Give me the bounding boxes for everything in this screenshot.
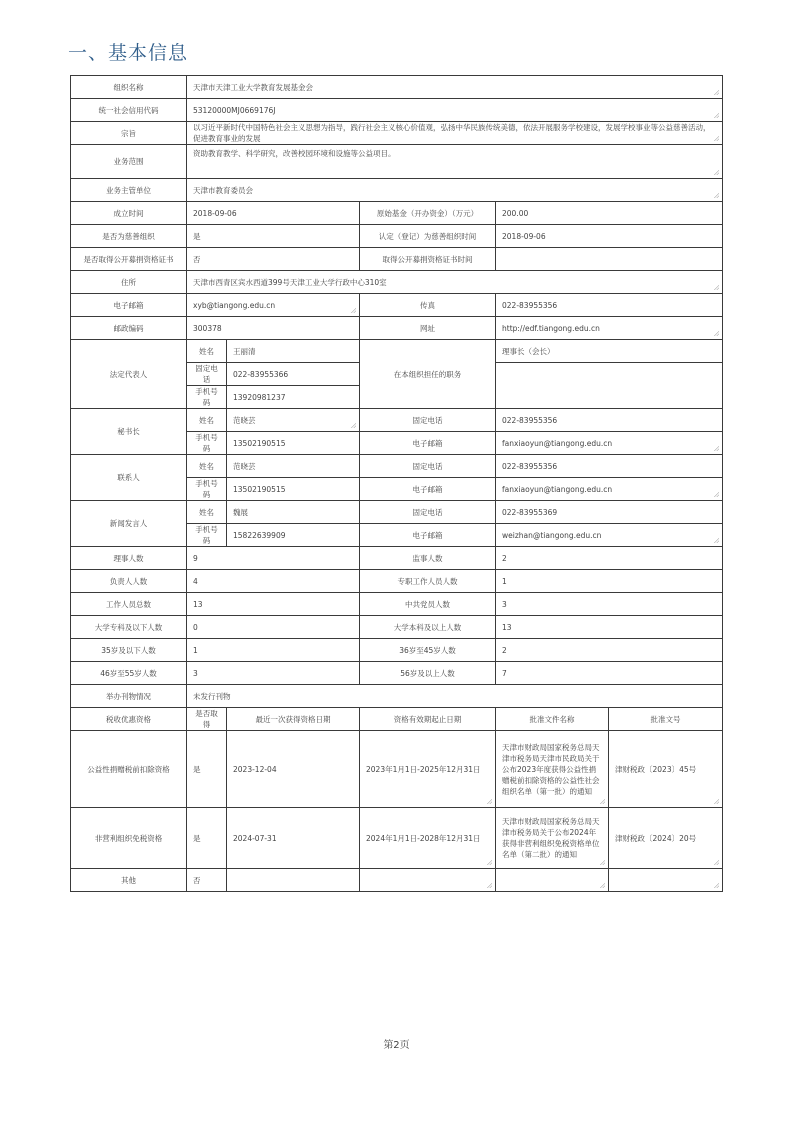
- org-name-field[interactable]: 天津市天津工业大学教育发展基金会: [187, 76, 723, 99]
- contact-name-label: 姓名: [187, 501, 227, 524]
- contact-email-label: 电子邮箱: [360, 524, 496, 547]
- scope-field[interactable]: 资助教育教学、科学研究，改善校园环境和设施等公益项目。: [187, 145, 723, 179]
- is-charity-field[interactable]: 是: [187, 225, 360, 248]
- contact-role-label: 新闻发言人: [71, 501, 187, 547]
- tax-date[interactable]: [227, 869, 360, 892]
- tax-header-doc: 批准文件名称: [496, 708, 609, 731]
- supervisor-label: 业务主管单位: [71, 179, 187, 202]
- row-org-name: [71, 76, 723, 99]
- row-supervisor: [71, 179, 723, 202]
- website-field[interactable]: http://edf.tiangong.edu.cn: [496, 317, 723, 340]
- email-label: 电子邮箱: [71, 294, 187, 317]
- count-field[interactable]: 2: [496, 639, 723, 662]
- contact-phone-label: 固定电话: [360, 501, 496, 524]
- count-label: 大学专科及以下人数: [71, 616, 187, 639]
- count-label: 理事人数: [71, 547, 187, 570]
- contact-name-field[interactable]: 范晓芸: [227, 409, 360, 432]
- fax-label: 传真: [360, 294, 496, 317]
- email-field[interactable]: xyb@tiangong.edu.cn: [187, 294, 360, 317]
- tax-type: 其他: [71, 869, 187, 892]
- purpose-label: 宗旨: [71, 122, 187, 145]
- contact-name-label: 姓名: [187, 455, 227, 478]
- legal-rep-name-field[interactable]: 王丽清: [227, 340, 360, 363]
- contact-name-field[interactable]: 范晓芸: [227, 455, 360, 478]
- count-field[interactable]: 1: [496, 570, 723, 593]
- row-publication: [71, 685, 723, 708]
- count-field[interactable]: 2: [496, 547, 723, 570]
- address-field[interactable]: 天津市西青区宾水西道399号天津工业大学行政中心310室: [187, 271, 723, 294]
- basic-info-table: [70, 75, 723, 892]
- tax-header-date: 最近一次获得资格日期: [227, 708, 360, 731]
- count-field[interactable]: 0: [187, 616, 360, 639]
- contact-email-label: 电子邮箱: [360, 478, 496, 501]
- contact-email-label: 电子邮箱: [360, 432, 496, 455]
- row-count: [71, 662, 723, 685]
- tax-row: [71, 731, 723, 808]
- contact-phone-field[interactable]: 022-83955369: [496, 501, 723, 524]
- count-field[interactable]: 3: [187, 662, 360, 685]
- row-contact-name: [71, 501, 723, 524]
- tax-row: [71, 808, 723, 869]
- postcode-label: 邮政编码: [71, 317, 187, 340]
- contact-phone-field[interactable]: 022-83955356: [496, 409, 723, 432]
- org-name-label: 组织名称: [71, 76, 187, 99]
- founded-field[interactable]: 2018-09-06: [187, 202, 360, 225]
- count-field[interactable]: 13: [496, 616, 723, 639]
- legal-rep-name-label: 姓名: [187, 340, 227, 363]
- contact-email-field[interactable]: fanxiaoyun@tiangong.edu.cn: [496, 478, 723, 501]
- tax-header-row: [71, 708, 723, 731]
- contact-mobile-label: 手机号码: [187, 524, 227, 547]
- tax-row: [71, 869, 723, 892]
- tax-doc-no[interactable]: 津财税政〔2023〕45号: [609, 731, 723, 808]
- is-charity-label: 是否为慈善组织: [71, 225, 187, 248]
- tax-header-period: 资格有效期起止日期: [360, 708, 496, 731]
- tax-type: 公益性捐赠税前扣除资格: [71, 731, 187, 808]
- count-label: 35岁及以下人数: [71, 639, 187, 662]
- tax-header-obtained: 是否取得: [187, 708, 227, 731]
- contact-phone-label: 固定电话: [360, 455, 496, 478]
- publication-field[interactable]: 未发行刊物: [187, 685, 723, 708]
- tax-doc-no[interactable]: [609, 869, 723, 892]
- publication-label: 举办刊物情况: [71, 685, 187, 708]
- count-label: 专职工作人员人数: [360, 570, 496, 593]
- count-field[interactable]: 7: [496, 662, 723, 685]
- contact-mobile-field[interactable]: 13502190515: [227, 432, 360, 455]
- credit-code-field[interactable]: 53120000MJ0669176J: [187, 99, 723, 122]
- credit-code-label: 统一社会信用代码: [71, 99, 187, 122]
- contact-phone-field[interactable]: 022-83955356: [496, 455, 723, 478]
- count-label: 工作人员总数: [71, 593, 187, 616]
- legal-rep-phone-label: 固定电话: [187, 363, 227, 386]
- tax-type: 非营利组织免税资格: [71, 808, 187, 869]
- scope-label: 业务范围: [71, 145, 187, 179]
- tax-period[interactable]: [360, 869, 496, 892]
- tax-obtained[interactable]: 是: [187, 808, 227, 869]
- count-label: 大学本科及以上人数: [360, 616, 496, 639]
- purpose-field[interactable]: 以习近平新时代中国特色社会主义思想为指导，践行社会主义核心价值观，弘扬中华民族传统美德，依法开展服务学校建设，发展学校事业等公益慈善活动，促进教育事业的发展: [187, 122, 723, 145]
- count-field[interactable]: 9: [187, 547, 360, 570]
- charity-date-label: 认定（登记）为慈善组织时间: [360, 225, 496, 248]
- initial-fund-field[interactable]: 200.00: [496, 202, 723, 225]
- website-label: 网址: [360, 317, 496, 340]
- tax-obtained[interactable]: 是: [187, 731, 227, 808]
- tax-date[interactable]: 2023-12-04: [227, 731, 360, 808]
- founded-label: 成立时间: [71, 202, 187, 225]
- row-count: [71, 639, 723, 662]
- contact-mobile-label: 手机号码: [187, 432, 227, 455]
- tax-period[interactable]: 2024年1月1日-2028年12月31日: [360, 808, 496, 869]
- count-label: 36岁至45岁人数: [360, 639, 496, 662]
- count-label: 56岁及以上人数: [360, 662, 496, 685]
- fax-field[interactable]: 022-83955356: [496, 294, 723, 317]
- legal-rep-position-extra[interactable]: [496, 363, 723, 409]
- contact-name-field[interactable]: 魏展: [227, 501, 360, 524]
- tax-period[interactable]: 2023年1月1日-2025年12月31日: [360, 731, 496, 808]
- tax-obtained[interactable]: 否: [187, 869, 227, 892]
- row-contact-name: [71, 455, 723, 478]
- fundraising-date-label: 取得公开募捐资格证书时间: [360, 248, 496, 271]
- postcode-field[interactable]: 300378: [187, 317, 360, 340]
- supervisor-field[interactable]: 天津市教育委员会: [187, 179, 723, 202]
- contact-mobile-field[interactable]: 13502190515: [227, 478, 360, 501]
- contact-role-label: 联系人: [71, 455, 187, 501]
- initial-fund-label: 原始基金（开办资金）（万元）: [360, 202, 496, 225]
- tax-doc[interactable]: [496, 869, 609, 892]
- tax-date[interactable]: 2024-07-31: [227, 808, 360, 869]
- legal-rep-label: 法定代表人: [71, 340, 187, 409]
- tax-doc[interactable]: 天津市财政局国家税务总局天津市税务局关于公布2024年获得非营利组织免税资格单位名单（第二批）的通知: [496, 808, 609, 869]
- contact-email-field[interactable]: fanxiaoyun@tiangong.edu.cn: [496, 432, 723, 455]
- count-field[interactable]: 13: [187, 593, 360, 616]
- row-charity: [71, 225, 723, 248]
- contact-phone-label: 固定电话: [360, 409, 496, 432]
- count-label: 负责人人数: [71, 570, 187, 593]
- row-purpose: [71, 122, 723, 145]
- legal-rep-position-field[interactable]: 理事长（会长）: [496, 340, 723, 363]
- section-title: 一、基本信息: [68, 42, 189, 64]
- row-founded: [71, 202, 723, 225]
- address-label: 住所: [71, 271, 187, 294]
- row-count: [71, 616, 723, 639]
- count-label: 监事人数: [360, 547, 496, 570]
- row-count: [71, 570, 723, 593]
- legal-rep-position-label: 在本组织担任的职务: [360, 340, 496, 409]
- count-field[interactable]: 3: [496, 593, 723, 616]
- row-scope: [71, 145, 723, 179]
- contact-mobile-field[interactable]: 15822639909: [227, 524, 360, 547]
- contact-name-label: 姓名: [187, 409, 227, 432]
- tax-doc[interactable]: 天津市财政局国家税务总局天津市税务局天津市民政局关于公布2023年度获得公益性捐赠税前扣除资格的公益性社会组织名单（第一批）的通知: [496, 731, 609, 808]
- row-contact-name: [71, 409, 723, 432]
- fundraising-date-field[interactable]: [496, 248, 723, 271]
- row-legal-rep-name: [71, 340, 723, 363]
- contact-mobile-label: 手机号码: [187, 478, 227, 501]
- count-label: 中共党员人数: [360, 593, 496, 616]
- count-label: 46岁至55岁人数: [71, 662, 187, 685]
- legal-rep-mobile-field[interactable]: 13920981237: [227, 386, 360, 409]
- legal-rep-mobile-label: 手机号码: [187, 386, 227, 409]
- row-count: [71, 547, 723, 570]
- public-fundraising-field[interactable]: 否: [187, 248, 360, 271]
- row-postcode-website: [71, 317, 723, 340]
- tax-header-type: 税收优惠资格: [71, 708, 187, 731]
- row-count: [71, 593, 723, 616]
- contact-role-label: 秘书长: [71, 409, 187, 455]
- legal-rep-phone-field[interactable]: 022-83955366: [227, 363, 360, 386]
- charity-date-field[interactable]: 2018-09-06: [496, 225, 723, 248]
- tax-header-doc-no: 批准文号: [609, 708, 723, 731]
- row-address: [71, 271, 723, 294]
- count-field[interactable]: 4: [187, 570, 360, 593]
- row-email-fax: [71, 294, 723, 317]
- count-field[interactable]: 1: [187, 639, 360, 662]
- row-fundraising: [71, 248, 723, 271]
- row-credit-code: [71, 99, 723, 122]
- public-fundraising-label: 是否取得公开募捐资格证书: [71, 248, 187, 271]
- contact-email-field[interactable]: weizhan@tiangong.edu.cn: [496, 524, 723, 547]
- tax-doc-no[interactable]: 津财税政〔2024〕20号: [609, 808, 723, 869]
- page-number: 第2页: [383, 1040, 410, 1051]
